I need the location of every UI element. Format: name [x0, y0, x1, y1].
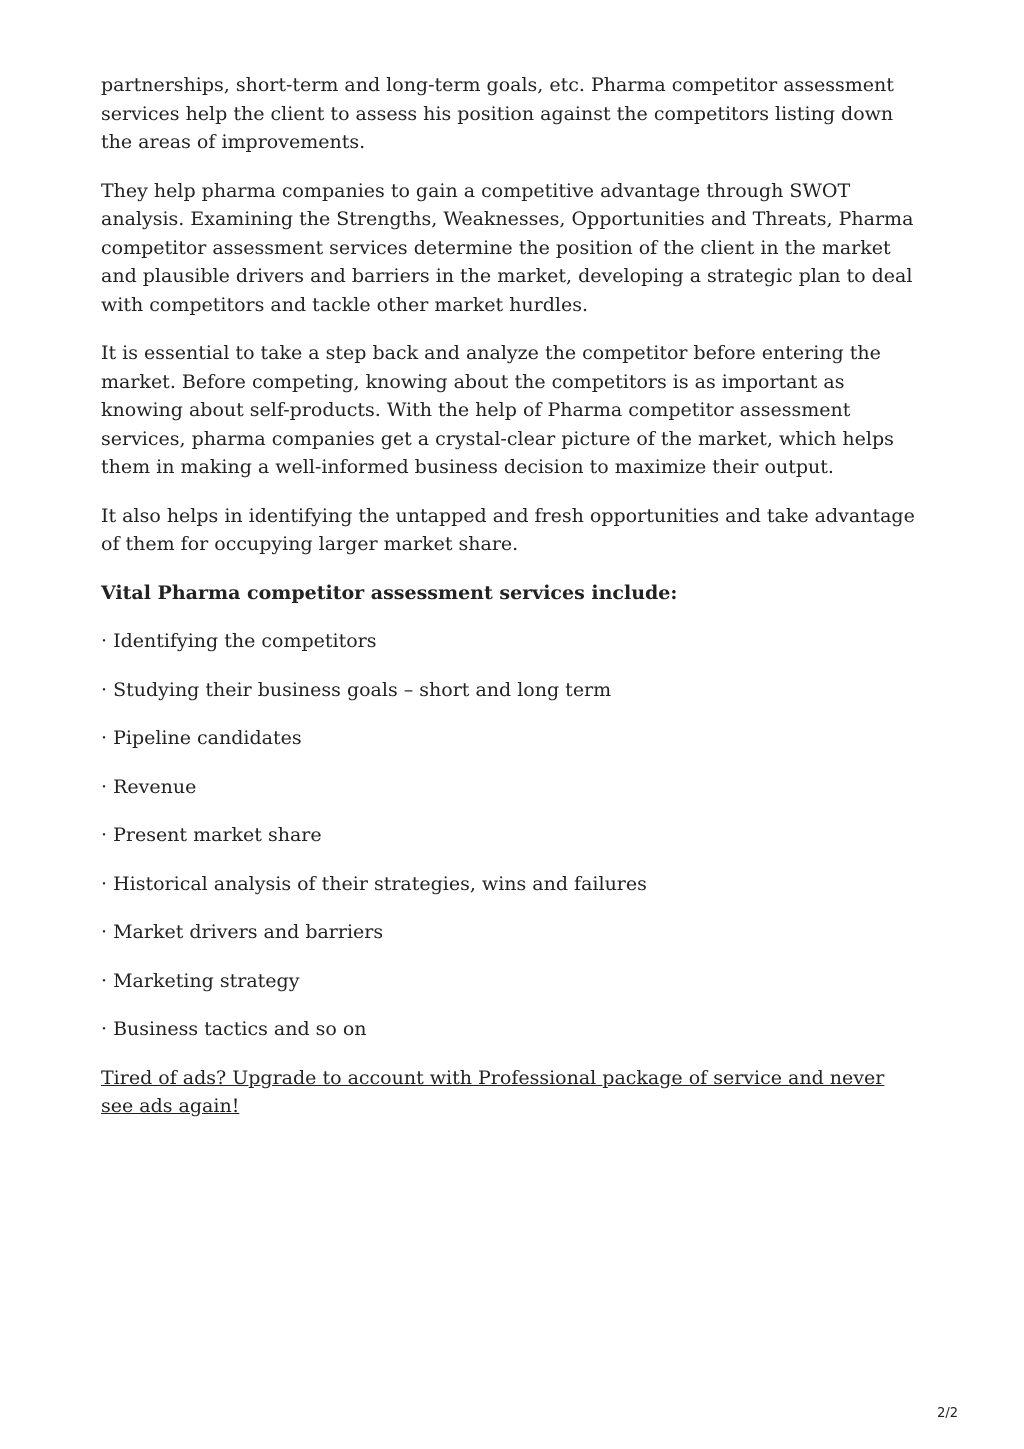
paragraph-swot: They help pharma companies to gain a competitive advantage through SWOT analysis. Examining the Strengths, Weaknesses, Opportunities and Threats, Pharma competitor assessment services determine the position of the client in the market and plausible drivers and barriers in the market, developing a strategic plan to deal with competitors and tackle other market hurdles.: [101, 179, 914, 316]
upgrade-paragraph: [101, 1064, 916, 1121]
paragraph-intro: partnerships, short-term and long-term goals, etc. Pharma competitor assessment services help the client to assess his position against the competitors listing down the areas of improvements.: [101, 74, 894, 153]
list-item: · Revenue: [101, 775, 197, 798]
paragraph-opportunities: It also helps in identifying the untapped and fresh opportunities and take advantage of them for occupying larger market share.: [101, 504, 915, 555]
page-number: 2/2: [937, 1406, 958, 1421]
list-item: · Pipeline candidates: [101, 727, 302, 749]
list-item: · Historical analysis of their strategies, wins and failures: [101, 872, 647, 895]
upgrade-link[interactable]: Tired of ads? Upgrade to account with Professional package of service and never see ads again!: [101, 1066, 885, 1117]
list-item: · Marketing strategy: [101, 969, 300, 992]
list-item: · Present market share: [101, 824, 322, 846]
list-item: · Market drivers and barriers: [101, 921, 384, 943]
list-item: · Business tactics and so on: [101, 1018, 367, 1040]
paragraph-analyze: It is essential to take a step back and analyze the competitor before entering the market. Before competing, knowing about the competitors is as important as knowing about self-products. With the help of Pharma competitor assessment services, pharma companies get a crystal-clear picture of the market, which helps them in making a well-informed business decision to maximize their output.: [101, 342, 894, 478]
list-item: · Identifying the competitors: [101, 630, 377, 652]
article-body: [101, 71, 916, 1141]
list-item: · Studying their business goals – short and long term: [101, 678, 612, 701]
services-heading: Vital Pharma competitor assessment services include:: [101, 581, 678, 604]
services-list: [101, 627, 916, 1044]
